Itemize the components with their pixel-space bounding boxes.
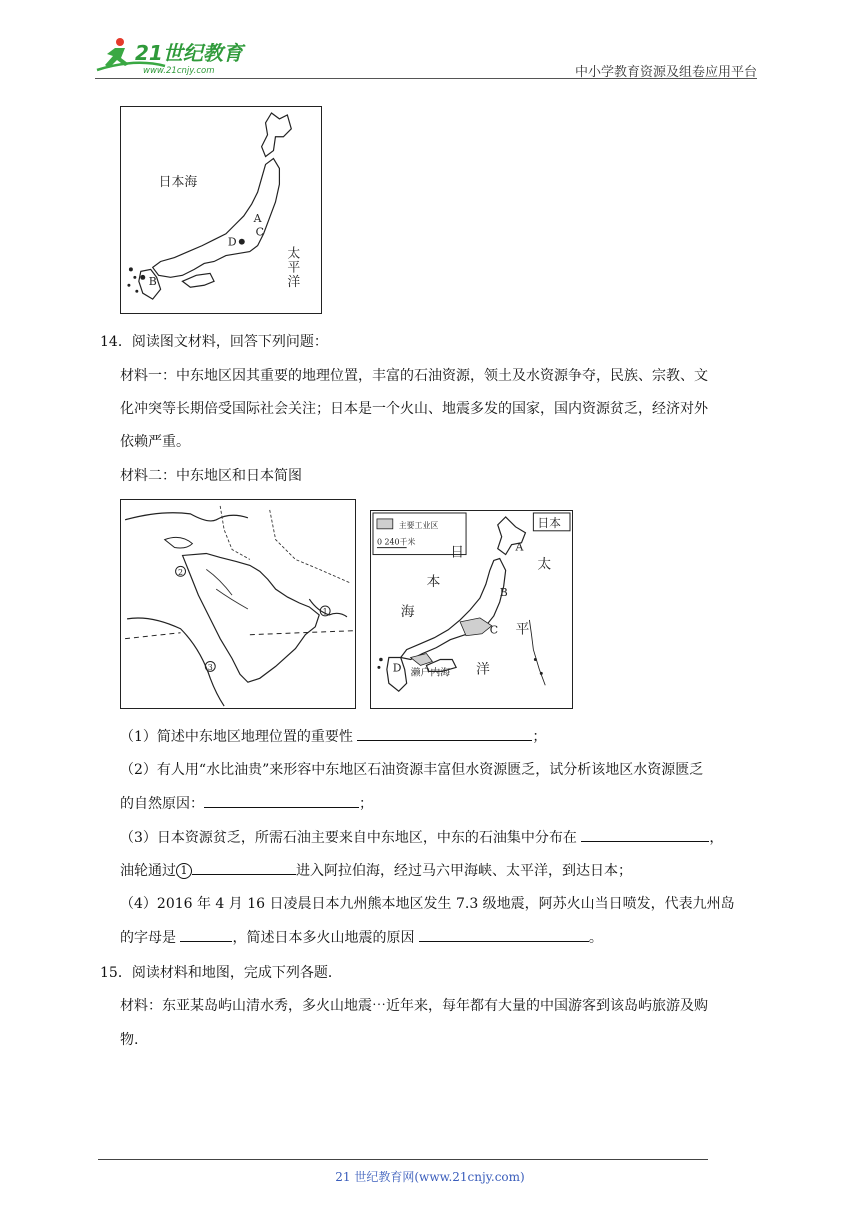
q14-sub4-line2: 的字母是 ，简述日本多火山地震的原因 。 [120,927,603,948]
logo-text: 21世纪教育 [135,41,243,65]
answer-blank-2[interactable] [204,793,359,808]
answer-blank-4[interactable] [192,860,296,875]
q14-sub1: （1）简述中东地区地理位置的重要性 ； [120,726,546,747]
marker-2: 2 [178,567,184,577]
q14-sub4-line1: （4）2016 年 4 月 16 日凌晨日本九州熊本地区发生 7.3 级地震，阿苏火山当日喷发，代表九州岛 [120,896,735,912]
circled-number-1: 1 [176,863,192,879]
map-title: 日本 [537,515,562,530]
q14-sub3-line1: （3）日本资源贫乏，所需石油主要来自中东地区，中东的石油集中分布在 ， [120,827,723,848]
point-c2: C [489,623,499,637]
q15-material-line2: 物. [120,1032,139,1048]
point-a2: A [515,540,524,554]
logo-url: www.21cnjy.com [143,66,215,76]
q14-material1-line1: 材料一：中东地区因其重要的地理位置，丰富的石油资源，领土及水资源争夺，民族、宗教、文 [120,368,708,384]
answer-blank-5[interactable] [180,927,232,942]
ocean-char-2: 平 [287,260,301,276]
ocean-char-3: 洋 [287,275,301,291]
q14-material1-line3: 依赖严重。 [120,434,190,450]
legend-label: 主要工业区 [398,520,439,530]
logo [95,36,260,76]
point-d: D [227,235,237,249]
footer-divider [98,1159,708,1160]
answer-blank-3[interactable] [581,827,709,842]
ocean2-char-2: 平 [515,621,530,638]
sea-label: 日本海 [158,175,198,191]
q14-sub2-line2: 的自然原因： ； [120,793,373,814]
q15-title: 15．阅读材料和地图，完成下列各题． [100,965,342,981]
ocean2-char-3: 洋 [475,661,490,678]
japan-map-1 [120,106,322,314]
point-c: C [255,225,264,239]
middle-east-map [120,499,356,709]
footer-text: 21 世纪教育网(www.21cnjy.com) [335,1170,525,1184]
q14-sub3-line2: 油轮通过 1 进入阿拉伯海，经过马六甲海峡、太平洋，到达日本； [120,860,632,881]
japan-map-2 [370,510,573,709]
inland-sea-label: 濑户内海 [410,667,451,679]
sea-char-2: 本 [426,574,441,591]
q14-material2: 材料二：中东地区和日本简图 [120,468,302,484]
q15-material-line1: 材料：东亚某岛屿山清水秀，多火山地震⋯近年来，每年都有大量的中国游客到该岛屿旅游及购 [120,998,708,1014]
page-header [95,30,757,79]
q14-title: 14．阅读图文材料，回答下列问题： [100,334,328,350]
point-a: A [253,211,262,225]
marker-3: 3 [207,662,213,672]
answer-blank-6[interactable] [419,927,589,942]
q14-material1-line2: 化冲突等长期倍受国际社会关注；日本是一个火山、地震多发的国家，国内资源贫乏，经济对外 [120,401,708,417]
point-b2: B [499,586,508,600]
answer-blank-1[interactable] [357,726,532,741]
ocean-char-1: 太 [287,246,301,262]
scale-label: 0 240千米 [376,537,416,547]
q14-sub2-line1: （2）有人用“水比油贵”来形容中东地区石油资源丰富但水资源匮乏，试分析该地区水资源匮乏 [120,762,704,778]
ocean2-char-1: 太 [537,556,552,573]
header-platform-name: 中小学教育资源及组卷应用平台 [574,65,757,80]
sea-char-1: 日 [450,544,465,561]
marker-1: 1 [322,607,328,617]
point-b: B [148,275,157,289]
point-d2: D [392,661,402,675]
sea-char-3: 海 [400,603,415,620]
